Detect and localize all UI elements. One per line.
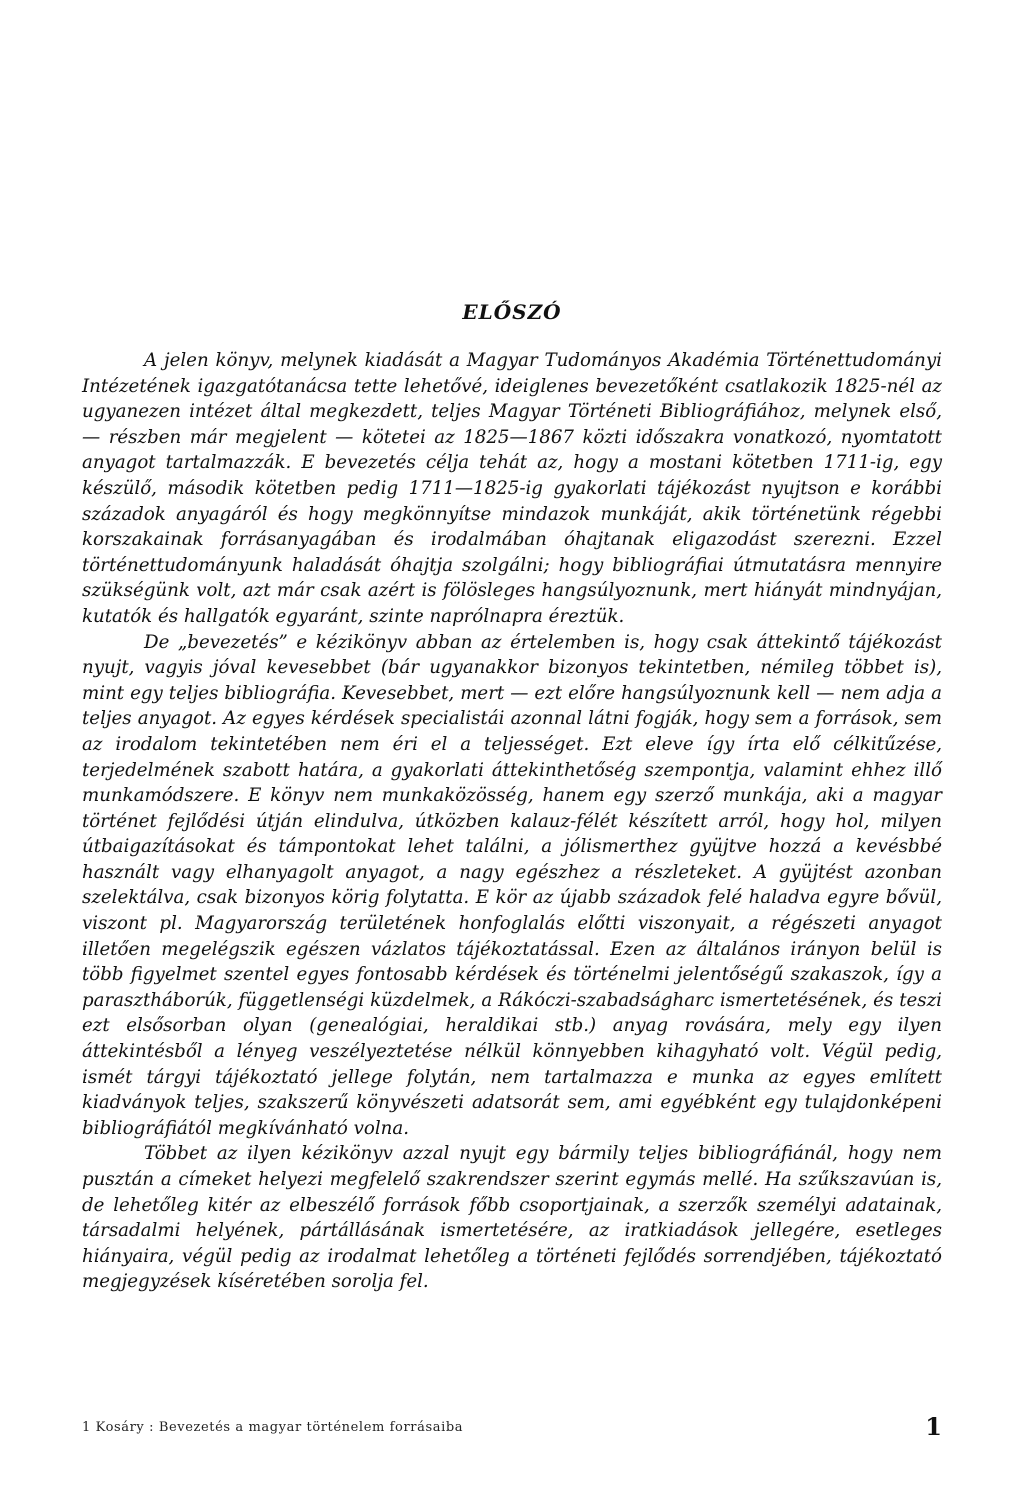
preface-body — [82, 348, 942, 1295]
paragraph-1: A jelen könyv, melynek kiadását a Magyar Tudományos Akadémia Történettudományi Intézetének igazgatótanácsa tette lehetővé, ideiglenes bevezetőként csatlakozik 1825-nél az ugyanezen intézet által megkezdett, teljes Magyar Történeti Bibliográfiához, melynek első, — részben már megjelent — kötetei az 1825—1867 közti időszakra vonatkozó, nyomtatott anyagot tartalmazzák. E bevezetés célja tehát az, hogy a mostani kötetben 1711-ig, egy készülő, második kötetben pedig 1711—1825-ig gyakorlati tájékozást nyujtson e korábbi századok anyagáról és hogy megkönnyítse mindazok munkáját, akik történetünk régebbi korszakainak forrásanyagában és irodalmában óhajtanak eligazodást szerezni. Ezzel történettudományunk haladását óhajtja szolgálni; hogy bibliográfiai útmutatásra mennyire szükségünk volt, azt már csak azért is fölösleges hangsúlyoznunk, mert hiányát mindnyájan, kutatók és hallgatók egyaránt, szinte naprólnapra éreztük. — [82, 350, 942, 627]
page-footer — [82, 1412, 942, 1452]
paragraph-3: Többet az ilyen kézikönyv azzal nyujt egy bármily teljes bibliográfiánál, hogy nem pusztán a címeket helyezi megfelelő szakrendszer szerint egymás mellé. Ha szűkszavúan is, de lehetőleg kitér az elbeszélő források főbb csoportjainak, a szerzők személyi adatainak, társadalmi helyének, pártállásának ismertetésére, az iratkiadások jellegére, esetleges hiányaira, végül pedig az irodalmat lehetőleg a történeti fejlődés sorrendjében, tájékoztató megjegyzések kíséretében sorolja fel. — [82, 1143, 942, 1293]
printer-signature: 1 Kosáry : Bevezetés a magyar történelem forrásaiba — [82, 1420, 464, 1435]
page-number: 1 — [925, 1412, 942, 1441]
paragraph-2: De „bevezetés” e kézikönyv abban az értelemben is, hogy csak áttekintő tájékozást nyujt, vagyis jóval kevesebbet (bár ugyanakkor bizonyos tekintetben, némileg többet is), mint egy teljes bibliográfia. Kevesebbet, mert — ezt előre hangsúlyoznunk kell — nem adja a teljes anyagot. Az egyes kérdések specialistái azonnal látni fogják, hogy sem a források, sem az irodalom tekintetében nem éri el a teljességet. Ezt eleve így írta elő célkitűzése, terjedelmének szabott határa, a gyakorlati áttekinthetőség szempontja, valamint ehhez illő munkamódszere. E könyv nem munkaközösség, hanem egy szerző munkája, aki a magyar történet fejlődési útján elindulva, útközben kalauz-félét készített arról, hogy hol, milyen útbaigazításokat és támpontokat lehet találni, a jólismerthez gyüjtve hozzá a kevésbbé használt vagy elhanyagolt anyagot, a nagy egészhez a részleteket. A gyüjtést azonban szelektálva, csak bizonyos körig folytatta. E kör az újabb századok felé haladva egyre bővül, viszont pl. Magyarország területének honfoglalás előtti viszonyait, a régészeti anyagot illetően megelégszik egészen vázlatos tájékoztatással. Ezen az általános irányon belül is több figyelmet szentel egyes fontosabb kérdések és történelmi jelentőségű szakaszok, így a parasztháborúk, függetlenségi küzdelmek, a Rákóczi-szabadságharc ismertetésének, és teszi ezt elsősorban olyan (genealógiai, heraldikai stb.) anyag rovására, mely egy ilyen áttekintésből a lényeg veszélyeztetése nélkül könnyebben kihagyható volt. Végül pedig, ismét tárgyi tájékoztató jellege folytán, nem tartalmazza e munka az egyes említett kiadványok teljes, szakszerű könyvészeti adatsorát sem, ami egyébként egy tulajdonképeni bibliográfiától megkívánható volna. — [82, 631, 942, 1139]
page-title: ELŐSZÓ — [462, 300, 562, 324]
